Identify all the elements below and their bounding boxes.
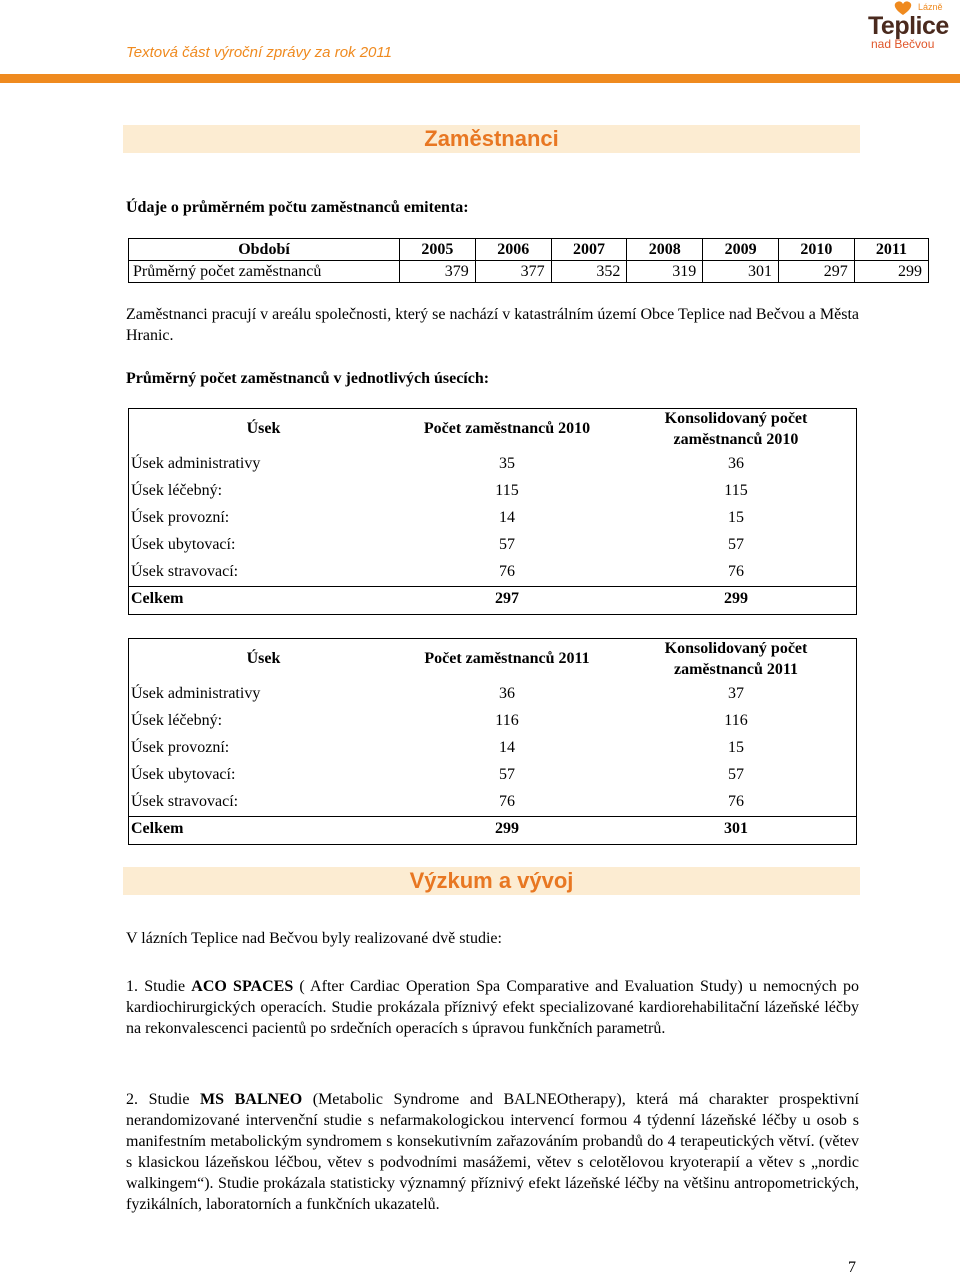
study-1-text: ( After Cardiac Operation Spa Comparative and Evaluation Study) u nemocných po kardiochirurgických operacích. Studie prokázala příznivý efekt specializované kardiorehabilitační lázeňské léčby na rekonvalescenci pacientů po srdečních operacích s úpravou funkčních parametrů. <box>126 978 860 1037</box>
study-2-text: (Metabolic Syndrome and BALNEOtherapy), která má charakter prospektivní nerandomizované intervenční studie s nefarmakologickou intervencí formou 4 týdenní lázeňské léčby u osob s manifestním metabolickým syndromem s konsekutivním zařazováním probandů do 4 terapeutických větví. (větev s klasickou lázeňskou léčbou, větev s podvodními masážemi, větev s celotělovou kryoterapií a větev s „nordic walkingem“). Studie prokázala statisticky významný příznivý efekt lázeňské léčby na většinu antropometrických, fyzikálních, laboratorních a funkčních ukazatelů. <box>126 1091 859 1213</box>
table-cell: Celkem <box>131 819 184 837</box>
study-2-paragraph <box>126 1089 859 1215</box>
table-cell: Průměrný počet zaměstnanců <box>129 261 400 283</box>
logo-name: Teplice <box>868 12 949 40</box>
employees-location-note: Zaměstnanci pracují v areálu společnosti, který se nachází v katastrálním území Obce Teplice nad Bečvou a Města Hranic. <box>126 306 859 344</box>
table-total-row <box>128 585 857 612</box>
table-cell: 299 <box>495 819 519 837</box>
table-cell: Úsek ubytovací: <box>131 765 236 783</box>
employees-subtitle: Údaje o průměrném počtu zaměstnanců emitenta: <box>126 199 469 216</box>
table-cell: 76 <box>728 792 744 810</box>
section-heading-research: Výzkum a vývoj <box>123 867 860 895</box>
table-header-row <box>128 408 857 450</box>
table-cell: 2011 <box>854 239 928 261</box>
table-cell: Počet zaměstnanců 2011 <box>424 650 590 667</box>
study-1-prefix: 1. Studie <box>126 978 192 995</box>
table-cell: 377 <box>475 261 551 283</box>
study-2-name: MS BALNEO <box>200 1091 303 1108</box>
table-row <box>128 558 857 585</box>
table-cell: 15 <box>728 508 744 526</box>
table-cell: Úsek stravovací: <box>131 792 239 810</box>
table-cell: Úsek <box>246 650 281 667</box>
table-cell: 115 <box>495 481 519 499</box>
table-cell: 14 <box>499 508 515 526</box>
table-cell: Úsek ubytovací: <box>131 535 236 553</box>
table-row <box>128 761 857 788</box>
table-cell: Úsek <box>246 420 281 437</box>
logo-subtitle: nad Bečvou <box>871 37 935 51</box>
units-2011-table <box>128 638 857 842</box>
table-cell: 2010 <box>778 239 854 261</box>
header-rule <box>0 74 960 83</box>
table-cell: 37 <box>728 684 744 702</box>
employee-count-table <box>128 238 929 283</box>
table-cell: Úsek provozní: <box>131 508 230 526</box>
table-cell: 352 <box>551 261 627 283</box>
study-1-paragraph <box>126 976 859 1039</box>
table-cell: Úsek stravovací: <box>131 562 239 580</box>
table-cell: 379 <box>400 261 476 283</box>
table-cell: 2008 <box>627 239 703 261</box>
table-cell: 2006 <box>475 239 551 261</box>
table-cell: 297 <box>778 261 854 283</box>
table-cell: 36 <box>728 454 744 472</box>
table-row <box>128 450 857 477</box>
table-cell: 35 <box>499 454 515 472</box>
col-header-line1: Konsolidovaný počet <box>664 640 808 657</box>
table-cell: 2005 <box>400 239 476 261</box>
page-number: 7 <box>848 1259 856 1276</box>
table-cell <box>615 408 857 450</box>
table-cell: 14 <box>499 738 515 756</box>
units-2010-table <box>128 408 857 612</box>
table-cell: Úsek léčebný: <box>131 481 223 499</box>
section-heading-employees: Zaměstnanci <box>123 125 860 153</box>
table-cell: 116 <box>724 711 748 729</box>
table-cell: 301 <box>724 819 748 837</box>
table-total-row <box>128 815 857 842</box>
table-cell: 299 <box>854 261 928 283</box>
table-cell: Počet zaměstnanců 2010 <box>423 420 591 437</box>
table-cell: Celkem <box>131 589 184 607</box>
table-cell: 76 <box>728 562 744 580</box>
table-cell: 76 <box>499 792 515 810</box>
table-row <box>128 707 857 734</box>
table-cell: 76 <box>499 562 515 580</box>
table-cell: 297 <box>495 589 519 607</box>
table-cell: Úsek administrativy <box>131 684 261 702</box>
table-row <box>128 531 857 558</box>
table-cell: 57 <box>499 765 515 783</box>
table-row <box>128 477 857 504</box>
table-cell: 319 <box>627 261 703 283</box>
table-header-row <box>128 638 857 680</box>
by-unit-title: Průměrný počet zaměstnanců v jednotlivých úsecích: <box>126 370 490 387</box>
table-cell: 57 <box>728 765 744 783</box>
teplice-logo <box>864 0 949 56</box>
col-header-line2: zaměstnanců 2011 <box>674 661 798 678</box>
table-cell: 116 <box>495 711 519 729</box>
table-row <box>128 734 857 761</box>
logo-small-text: Lázně <box>918 2 943 12</box>
table-cell <box>615 638 857 680</box>
table-cell: 57 <box>728 535 744 553</box>
table-row <box>128 680 857 707</box>
study-1-name: ACO SPACES <box>191 978 294 995</box>
table-row <box>128 504 857 531</box>
table-cell: Úsek provozní: <box>131 738 230 756</box>
research-intro: V lázních Teplice nad Bečvou byly realizované dvě studie: <box>126 930 502 947</box>
table-cell: 301 <box>703 261 779 283</box>
table-cell: 115 <box>724 481 748 499</box>
report-header-title: Textová část výroční zprávy za rok 2011 <box>126 44 392 61</box>
table-row <box>129 261 929 283</box>
table-cell: 2009 <box>703 239 779 261</box>
table-cell: Úsek administrativy <box>131 454 261 472</box>
table-cell: 57 <box>499 535 515 553</box>
table-row <box>128 788 857 815</box>
table-cell: Úsek léčebný: <box>131 711 223 729</box>
table-cell: 2007 <box>551 239 627 261</box>
col-header-line2: zaměstnanců 2010 <box>673 431 799 448</box>
col-header-line1: Konsolidovaný počet <box>664 410 808 427</box>
table-cell: 299 <box>724 589 748 607</box>
table-cell: Období <box>129 239 400 261</box>
table-cell: 36 <box>499 684 515 702</box>
study-2-prefix: 2. Studie <box>126 1091 201 1108</box>
table-cell: 15 <box>728 738 744 756</box>
table-header-row <box>129 239 929 261</box>
